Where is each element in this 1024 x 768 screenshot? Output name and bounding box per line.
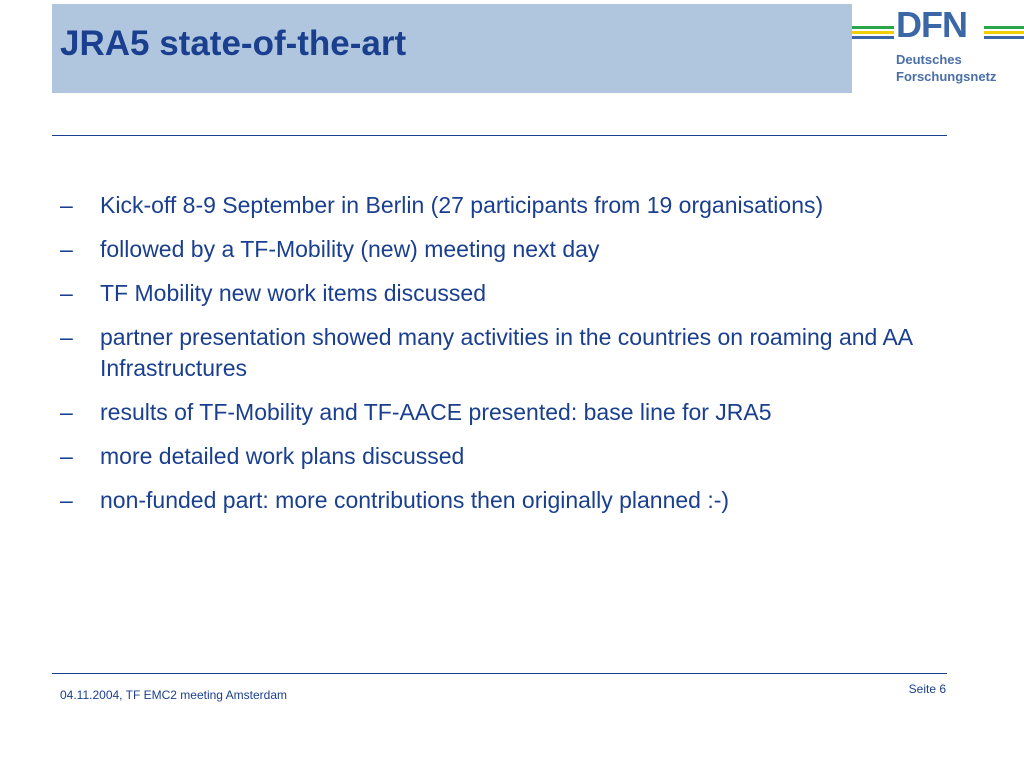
bullet-list	[60, 190, 940, 529]
list-item	[60, 441, 940, 472]
logo-line-1: Deutsches	[896, 52, 962, 67]
logo-stripe-yellow-right	[984, 31, 1024, 34]
logo-word: DFN	[896, 4, 967, 45]
logo-line-2: Forschungsnetz	[896, 69, 997, 84]
slide-title: JRA5 state-of-the-art	[60, 24, 407, 63]
list-item	[60, 190, 940, 221]
logo-stripe-green-right	[984, 26, 1024, 29]
bullet-text: followed by a TF-Mobility (new) meeting next day	[100, 236, 600, 262]
dfn-logo	[852, 0, 1024, 100]
page-number: Seite 6	[908, 682, 946, 696]
bullet-text: results of TF-Mobility and TF-AACE presented: base line for JRA5	[100, 399, 772, 425]
list-item	[60, 234, 940, 265]
logo-stripe-blue-left	[852, 36, 894, 39]
list-item	[60, 397, 940, 428]
footer-date-event: 04.11.2004, TF EMC2 meeting Amsterdam	[60, 688, 287, 702]
bullet-dash: –	[60, 236, 73, 262]
logo-stripe-yellow-left	[852, 31, 894, 34]
logo-stripe-blue-right	[984, 36, 1024, 39]
list-item	[60, 322, 940, 384]
bullet-text: Kick-off 8-9 September in Berlin (27 participants from 19 organisations)	[100, 192, 824, 218]
footer-divider	[52, 673, 947, 674]
bullet-dash: –	[60, 324, 73, 350]
bullet-text: non-funded part: more contributions then originally planned :-)	[100, 487, 730, 513]
bullet-text: TF Mobility new work items discussed	[100, 280, 486, 306]
header-divider	[52, 135, 947, 136]
bullet-text: more detailed work plans discussed	[100, 443, 465, 469]
logo-stripe-green-left	[852, 26, 894, 29]
bullet-dash: –	[60, 399, 73, 425]
bullet-dash: –	[60, 192, 73, 218]
bullet-dash: –	[60, 280, 73, 306]
bullet-text: partner presentation showed many activities in the countries on roaming and AA Infrastructures	[100, 324, 912, 381]
list-item	[60, 485, 940, 516]
list-item	[60, 278, 940, 309]
bullet-dash: –	[60, 443, 73, 469]
bullet-dash: –	[60, 487, 73, 513]
